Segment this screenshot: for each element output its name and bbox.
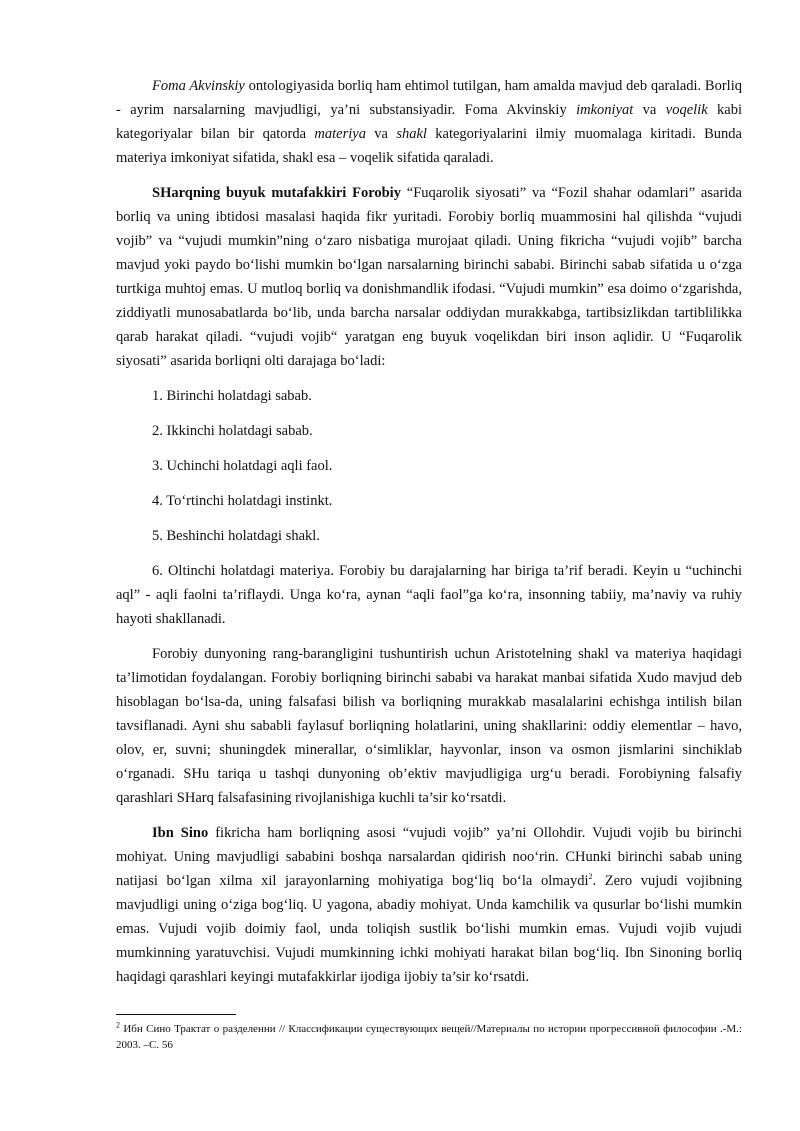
text-run: fikricha ham borliqning asosi “vujudi vojib” ya’ni Ollohdir. Vujudi vojib bu birinchi mohiyat. Uning mavjudligi sababini boshqa narsalardan qidirish noo‘rin. CHunki birinchi sabab uning natijasi bo‘lgan xilma xil jarayonlarning mohiyatiga bog‘liq bo‘la olmaydi	[116, 825, 742, 889]
italic-term: shakl	[396, 126, 427, 142]
list-item: 1. Birinchi holatdagi sabab.	[152, 388, 312, 404]
footnote-divider	[116, 1014, 236, 1015]
text-run: ontologiyasida borliq ham ehtimol tutilgan, ham amalda mavjud deb qaraladi. Borliq - ayrim narsalarning mavjudligi, ya’ni substansiyadir. Foma Akvinskiy	[116, 78, 742, 118]
footnote	[116, 1021, 742, 1053]
paragraph-ibn-sino	[116, 821, 742, 989]
text-run: “Fuqarolik siyosati” va “Fozil shahar odamlari” asarida borliq va uning ibtidosi masalasi haqida fikr yuritadi. Forobiy borliq muammosini hal qilishda “vujudi vojib” va “vujudi mumkin”ning o‘zaro nisbatiga murojaat qiladi. Uning fikricha “vujudi vojib” barcha mavjud yoki paydo bo‘lishi mumkin bo‘lgan narsalarning birinchi sababi. Birinchi sabab sifatida u o‘zga turtkiga muhtoj emas. U mutloq borliq va donishmandlik ifodasi. “Vujudi mumkin” esa doimo o‘zgarishda, ziddiyatli munosabatlarda bo‘lib, unda barcha narsalar oddiydan murakkabga, tartibsizlikdan tartiblilikka qarab harakat qiladi. “vujudi vojib“ yaratgan eng buyuk voqelikdan biri inson aqlidir. U “Fuqarolik siyosati” asarida borliqni olti darajaga bo‘ladi:	[116, 185, 742, 369]
paragraph-foma-akvinskiy	[116, 74, 742, 170]
text-run: kategoriyalarini ilmiy muomalaga kiritadi. Bunda materiya imkoniyat sifatida, shakl esa – voqelik sifatida qaraladi.	[116, 126, 742, 166]
bold-lead: SHarqning buyuk mutafakkiri Forobiy	[152, 185, 401, 201]
list-item: 4. To‘rtinchi holatdagi instinkt.	[152, 493, 333, 509]
document-body	[116, 74, 742, 989]
list-item: 5. Beshinchi holatdagi shakl.	[152, 528, 320, 544]
text-run: va	[633, 102, 666, 118]
text-run: kabi kategoriyalar bilan bir qatorda	[116, 102, 742, 142]
italic-name: Foma Akvinskiy	[152, 78, 245, 94]
italic-term: imkoniyat	[576, 102, 634, 118]
footnote-number: 2	[116, 1020, 120, 1030]
italic-term: voqelik	[665, 102, 708, 118]
paragraph-forobiy-dunyo: Forobiy dunyoning rang-barangligini tushuntirish uchun Aristotelning shakl va materiya haqidagi ta’limotidan foydalangan. Forobiy borliqning birinchi sababi va harakat manbai sifatida Xudo mavjud deb hisoblagan bo‘lsa-da, uning falsafasi bilish va borliqning murakkab masalalarini echishga intilish bilan tavsiflanadi. Ayni shu sababli faylasuf borliqning holatlarini, uning shakllarini: oddiy elementlar – havo, olov, er, suvni; shuningdek minerallar, o‘simliklar, hayvonlar, inson va osmon jismlarini sinchiklab o‘rganadi. SHu tariqa u tashqi dunyoning ob’ektiv mavjudligiga urg‘u beradi. Forobiyning falsafiy qarashlari SHarq falsafasining rivojlanishiga kuchli ta’sir ko‘rsatdi.	[116, 646, 742, 806]
bold-lead: Ibn Sino	[152, 825, 209, 841]
text-run: va	[365, 126, 397, 142]
list-item: 2. Ikkinchi holatdagi sabab.	[152, 423, 313, 439]
italic-term: materiya	[314, 126, 366, 142]
footnote-ref[interactable]: 2	[588, 872, 593, 882]
paragraph-oltinchi: 6. Oltinchi holatdagi materiya. Forobiy bu darajalarning har biriga ta’rif beradi. Keyin u “uchinchi aql” - aqli faolni ta’riflaydi. Unga ko‘ra, aynan “aqli faol”ga ko‘ra, insonning tabiiy, ma’naviy va ruhiy hayoti shakllanadi.	[116, 563, 742, 627]
list-item: 3. Uchinchi holatdagi aqli faol.	[152, 458, 333, 474]
text-run: . Zero vujudi vojibning mavjudligi uning o‘ziga bog‘liq. U yagona, abadiy mohiyat. Unda kamchilik va qusurlar bo‘lishi mumkin emas. Vujudi vojib doimiy faol, unda toliqish sustlik bo‘lishi mumkin emas. Vujudi vojib vujudi mumkinning yaratuvchisi. Vujudi mumkinning ichki mohiyati harakat bilan bog‘liq. Ibn Sinoning borliq haqidagi qarashlari keyingi mutafakkirlar ijodiga ijobiy ta’sir ko‘rsatdi.	[116, 873, 742, 985]
footnote-text: Ибн Сино Трактат о разделенни // Классификации существующих вещей//Материалы по истории прогрессивной философии .-М.: 2003. –С. 56	[116, 1023, 742, 1051]
paragraph-forobiy	[116, 181, 742, 373]
